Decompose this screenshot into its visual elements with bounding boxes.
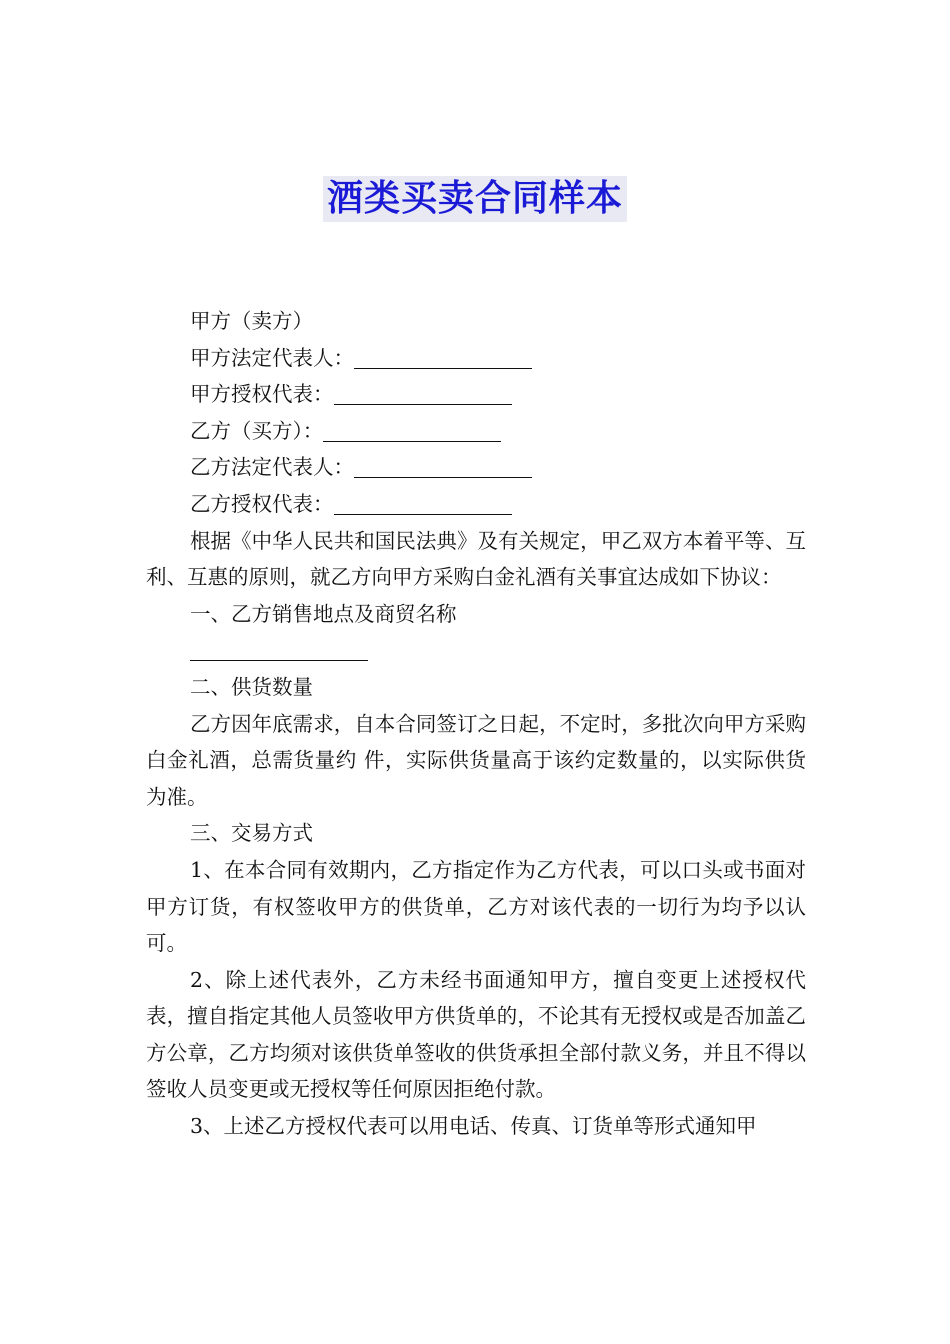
party-seller-label: 甲方（卖方）: [190, 309, 313, 333]
party-buyer-label: 乙方（买方）：: [190, 418, 324, 443]
signature-blank: [354, 346, 532, 369]
party-buyer-legal-rep-label: 乙方法定代表人：: [190, 455, 354, 480]
party-buyer: [146, 413, 806, 450]
section-2-text: 乙方因年底需求，自本合同签订之日起，不定时，多批次向甲方采购白金礼酒，总需货量约 件，实际供货量高于该约定数量的，以实际供货为准。: [146, 711, 806, 809]
section-1-heading: 一、乙方销售地点及商贸名称: [190, 601, 457, 626]
signature-blank: [354, 455, 532, 478]
party-buyer-authorized-rep-label: 乙方授权代表：: [190, 491, 334, 516]
section-1-blank-line: [146, 632, 806, 669]
signature-blank: [323, 419, 501, 442]
signature-blank: [334, 382, 512, 405]
contract-body: [146, 303, 806, 1145]
section-3-item-2: 2、除上述代表外，乙方未经书面通知甲方，擅自变更上述授权代表，擅自指定其他人员签收甲方供货单的，不论其有无授权或是否加盖乙方公章，乙方均须对该供货单签收的供货承担全部付款义务，并且不得以签收人员变更或无授权等任何原因拒绝付款。: [146, 967, 806, 1102]
section-3-item-3: 3、上述乙方授权代表可以用电话、传真、订货单等形式通知甲: [190, 1114, 757, 1139]
section-3-heading: 三、交易方式: [190, 821, 313, 846]
title-block: [0, 176, 950, 222]
party-seller-authorized-rep: [146, 376, 806, 413]
signature-blank: [334, 492, 512, 515]
section-3-item-1: 1、在本合同有效期内，乙方指定作为乙方代表，可以口头或书面对甲方订货，有权签收甲方的供货单，乙方对该代表的一切行为均予以认可。: [146, 857, 806, 956]
party-buyer-legal-rep: [146, 449, 806, 486]
party-seller: [146, 303, 806, 340]
party-seller-authorized-rep-label: 甲方授权代表：: [190, 382, 334, 407]
fill-in-blank: [190, 638, 368, 661]
party-seller-legal-rep-label: 甲方法定代表人：: [190, 345, 354, 370]
party-buyer-authorized-rep: [146, 486, 806, 523]
party-seller-legal-rep: [146, 340, 806, 377]
document-title: 酒类买卖合同样本: [323, 176, 627, 222]
section-2-heading: 二、供货数量: [190, 674, 313, 699]
intro-paragraph: 根据《中华人民共和国民法典》及有关规定，甲乙双方本着平等、互利、互惠的原则，就乙方向甲方采购白金礼酒有关事宜达成如下协议：: [146, 528, 806, 590]
